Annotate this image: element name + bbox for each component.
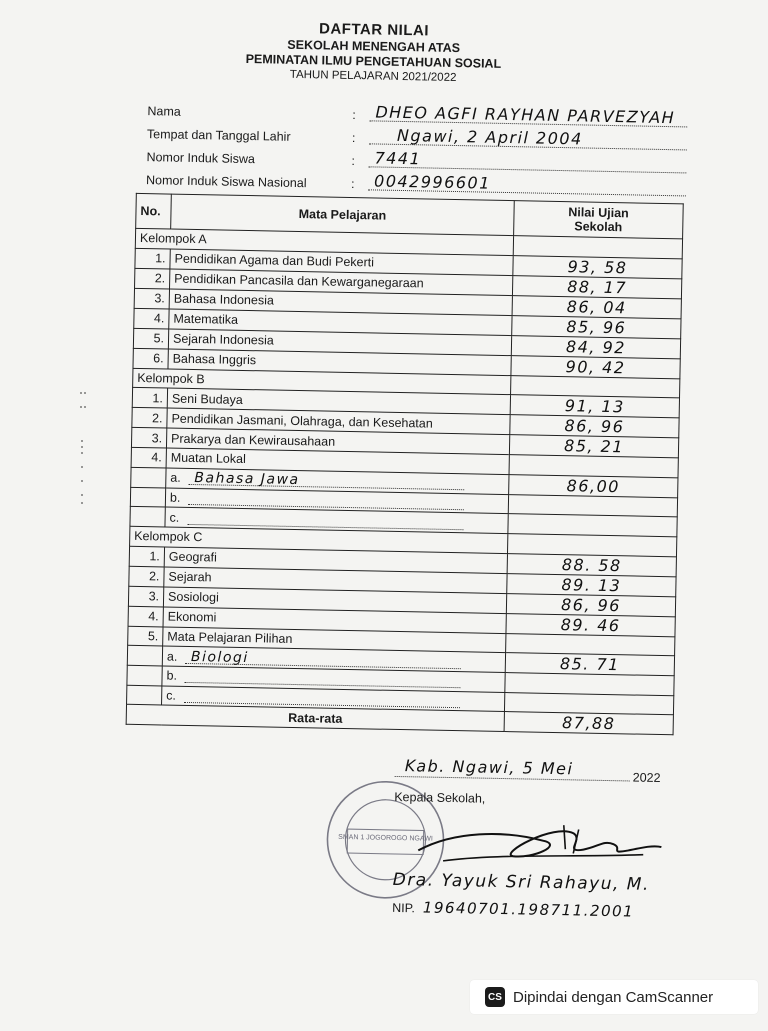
sub-subject-value: Biologi (190, 648, 249, 666)
subject-name: Pendidikan Jasmani, Olahraga, dan Kesehatan (167, 408, 510, 435)
score-value: 86, 04 (566, 296, 627, 317)
row-number-empty (127, 685, 162, 705)
score-value: 89. 13 (561, 574, 622, 595)
row-number-empty (127, 645, 162, 666)
row-number: 5. (128, 626, 163, 646)
colon: : (351, 154, 356, 169)
row-number: 2. (129, 566, 164, 587)
subject-name: Mata Pelajaran Pilihan (163, 627, 506, 653)
average-cell (504, 712, 673, 735)
name-label: Nama (147, 104, 181, 119)
subject-name: Prakarya dan Kewirausahaan (166, 428, 509, 455)
score-value: 85. 71 (559, 654, 620, 675)
row-number-empty (131, 467, 166, 488)
date-year: 2022 (632, 770, 661, 786)
col-subject-header: Mata Pelajaran (171, 194, 515, 236)
nis-value: 7441 (374, 148, 422, 169)
subject-name: Ekonomi (163, 607, 506, 634)
row-number: 4. (131, 448, 166, 468)
row-number: 3. (131, 428, 166, 449)
margin-marks (78, 385, 88, 515)
subject-name: Geografi (164, 547, 507, 574)
row-number: 2. (135, 268, 170, 289)
score-value: 89. 46 (560, 614, 621, 635)
score-value: 93, 58 (567, 256, 628, 277)
average-value: 87,88 (561, 713, 616, 734)
subject-name: Sosiologi (163, 587, 506, 614)
signature-date (395, 756, 695, 792)
school-name: SEKOLAH MENENGAH ATAS (287, 37, 461, 56)
nis-label: Nomor Induk Siswa (146, 150, 256, 167)
sub-letter: b. (166, 669, 178, 684)
col-score-header-line1: Nilai Ujian (568, 205, 629, 221)
birth-value: Ngawi, 2 April 2004 (396, 125, 583, 149)
document-title: DAFTAR NILAI (318, 20, 430, 40)
score-value: 86, 96 (564, 416, 625, 437)
row-number: 4. (128, 606, 163, 627)
camscanner-logo-icon: CS (485, 987, 505, 1007)
principal-title: Kepala Sekolah, (394, 789, 486, 806)
program-name: PEMINATAN ILMU PENGETAHUAN SOSIAL (245, 51, 502, 71)
row-number-empty (130, 487, 165, 507)
sub-letter: a. (166, 649, 178, 664)
col-score-header (514, 201, 684, 239)
birth-label: Tempat dan Tanggal Lahir (146, 127, 291, 144)
average-label: Rata-rata (126, 705, 504, 732)
grades-table (126, 193, 684, 736)
subject-name: Seni Budaya (167, 388, 510, 415)
subject-name: Bahasa Indonesia (169, 289, 512, 316)
sub-letter: c. (169, 510, 180, 525)
score-value: 85, 96 (566, 316, 627, 337)
col-score-header-line2: Sekolah (574, 219, 623, 235)
row-number: 1. (135, 248, 170, 269)
sub-letter: b. (169, 490, 181, 505)
nisn-label: Nomor Induk Siswa Nasional (145, 173, 307, 191)
principal-nip (392, 898, 634, 921)
subject-name: Sejarah (164, 567, 507, 594)
camscanner-text: Dipindai dengan CamScanner (513, 988, 714, 1006)
subject-name: Pendidikan Pancasila dan Kewarganegaraan (170, 269, 513, 296)
row-number: 5. (133, 328, 168, 349)
group-label: Kelompok A (135, 228, 513, 255)
score-value: 88. 58 (561, 554, 622, 575)
subject-name: Bahasa Inggris (168, 349, 511, 376)
row-number: 1. (129, 546, 164, 567)
signature-block (392, 756, 695, 921)
nisn-value: 0042996601 (373, 171, 492, 193)
row-number: 4. (134, 308, 169, 329)
stamp-text: SMAN 1 JOGOROGO NGAWI (338, 833, 433, 843)
score-value: 85, 21 (563, 436, 625, 457)
school-year: TAHUN PELAJARAN 2021/2022 (289, 68, 457, 85)
score-value: 84, 92 (565, 336, 627, 357)
sub-letter: c. (166, 688, 177, 703)
row-number-empty (130, 507, 165, 527)
group-label: Kelompok C (130, 526, 508, 553)
colon: : (351, 131, 356, 146)
group-label: Kelompok B (133, 368, 511, 395)
subject-name: Pendidikan Agama dan Budi Pekerti (170, 249, 513, 276)
row-number: 3. (128, 586, 163, 607)
row-number: 6. (133, 348, 168, 369)
name-value: DHEO AGFI RAYHAN PARVEZYAH (375, 102, 676, 128)
score-value: 86,00 (566, 475, 621, 496)
date-value: Kab. Ngawi, 5 Mei (404, 756, 574, 779)
score-value: 86, 96 (560, 594, 622, 615)
subject-name: Muatan Lokal (166, 448, 509, 474)
score-value: 90, 42 (565, 356, 626, 377)
sub-letter: a. (170, 470, 181, 486)
row-number: 3. (134, 288, 169, 309)
score-value: 91, 13 (564, 396, 625, 417)
row-number: 2. (132, 408, 167, 429)
camscanner-badge (470, 980, 758, 1014)
score-value: 88, 17 (566, 276, 628, 297)
row-number: 1. (132, 388, 167, 409)
row-number-empty (127, 665, 162, 685)
student-info (146, 100, 688, 202)
principal-name-value: Dra. Yayuk Sri Rahayu, M. (392, 869, 651, 895)
sub-subject-value: Bahasa Jawa (194, 470, 300, 489)
colon: : (352, 108, 357, 123)
subject-name: Sejarah Indonesia (168, 329, 511, 356)
subject-name: Matematika (169, 309, 512, 336)
col-no-header: No. (136, 193, 172, 229)
nip-value: 19640701.198711.2001 (422, 898, 635, 921)
nip-label: NIP. (392, 900, 416, 916)
colon: : (350, 177, 355, 192)
document-header (208, 18, 539, 85)
